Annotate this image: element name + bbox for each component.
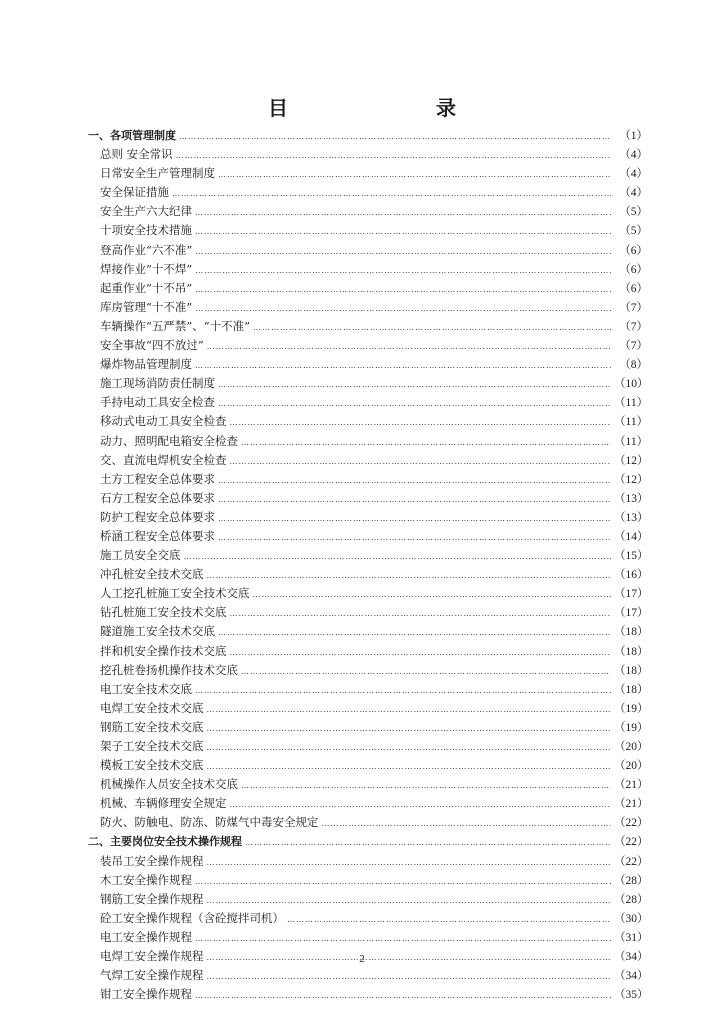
toc-entry[interactable]: [88, 202, 648, 221]
toc-entry-page: （18）: [614, 626, 649, 639]
toc-leader-dots: [195, 356, 611, 375]
toc-leader-dots: [287, 910, 611, 929]
toc-entry-label: 石方工程安全总体要求: [100, 490, 215, 505]
toc-entry-page: （19）: [614, 702, 649, 715]
toc-entry-label: 安全生产六大纪律: [100, 204, 192, 219]
toc-entry-page: （34）: [614, 970, 649, 983]
toc-entry-label: 电工安全操作规程: [100, 929, 192, 944]
toc-entry-page: （6）: [619, 263, 648, 276]
toc-entry-label: 架子工安全技术交底: [100, 739, 204, 753]
toc-entry-page: （14）: [614, 530, 649, 543]
toc-entry-label: 日常安全生产管理制度: [100, 166, 215, 181]
toc-entry-label: 车辆操作“五严禁”、“十不准”: [100, 318, 251, 333]
toc-entry-label: 钢筋工安全操作规程: [100, 891, 204, 906]
toc-entry[interactable]: [88, 584, 648, 603]
toc-leader-dots: [195, 261, 611, 280]
toc-entry-label: 冲孔桩安全技术交底: [100, 567, 204, 582]
toc-entry-label: 电焊工安全操作规程: [100, 949, 204, 964]
toc-leader-dots: [207, 891, 612, 910]
toc-leader-dots: [207, 719, 612, 738]
toc-leader-dots: [207, 566, 612, 585]
toc-entry-page: （11）: [614, 435, 649, 448]
toc-leader-dots: [207, 738, 612, 757]
toc-entry-label: 手持电动工具安全检查: [100, 395, 215, 410]
toc-entry-page: （11）: [614, 416, 649, 429]
toc-entry-label: 防火、防触电、防冻、防煤气中毒安全规定: [100, 815, 319, 830]
toc-entry-label: 砼工安全操作规程（含砼搅拌司机）: [100, 910, 284, 925]
toc-entry[interactable]: [88, 336, 648, 355]
toc-entry-page: （28）: [614, 893, 649, 906]
toc-leader-dots: [195, 986, 611, 1005]
toc-entry-page: （15）: [614, 550, 649, 563]
toc-entry-label: 人工挖孔桩施工安全技术交底: [100, 586, 250, 601]
toc-entry[interactable]: [88, 221, 648, 240]
toc-entry[interactable]: [88, 622, 648, 641]
toc-leader-dots: [241, 662, 611, 681]
toc-leader-dots: [218, 509, 611, 528]
toc-entry-page: （12）: [614, 454, 649, 467]
toc-entry-label: 防护工程安全总体要求: [100, 509, 215, 524]
toc-entry[interactable]: [88, 470, 648, 489]
toc-entry[interactable]: [88, 661, 648, 680]
toc-entry[interactable]: [88, 890, 648, 909]
toc-entry[interactable]: [88, 164, 648, 183]
toc-entry-page: （17）: [614, 607, 649, 620]
toc-entry-label: 安全保证措施: [100, 185, 169, 200]
toc-entry[interactable]: [88, 279, 648, 298]
toc-leader-dots: [218, 623, 611, 642]
toc-entry[interactable]: [88, 603, 648, 622]
toc-entry-page: （17）: [614, 588, 649, 601]
toc-entry-page: （16）: [614, 569, 649, 582]
toc-entry-page: （4）: [619, 149, 648, 162]
toc-entry[interactable]: [88, 374, 648, 393]
toc-entry-label: 施工员安全交底: [100, 548, 181, 563]
toc-entry-page: （22）: [614, 817, 649, 830]
toc-entry-page: （11）: [614, 397, 649, 410]
toc-leader-dots: [195, 681, 611, 700]
toc-entry-label: 总则 安全常识: [100, 147, 173, 162]
toc-entry[interactable]: [88, 393, 648, 412]
toc-entry-page: （7）: [619, 320, 648, 333]
toc-entry-label: 拌和机安全操作技术交底: [100, 643, 227, 658]
toc-entry-page: （5）: [619, 206, 648, 219]
toc-entry-label: 隧道施工安全技术交底: [100, 624, 215, 639]
toc-entry[interactable]: [88, 775, 648, 794]
toc-entry[interactable]: [88, 260, 648, 279]
toc-entry[interactable]: [88, 718, 648, 737]
toc-leader-dots: [207, 700, 612, 719]
toc-leader-dots: [195, 280, 611, 299]
toc-entry-page: （22）: [614, 855, 649, 868]
toc-entry-page: （10）: [614, 378, 649, 391]
page-title: 目 录: [268, 96, 492, 120]
toc-leader-dots: [172, 184, 611, 203]
toc-entry-label: 桥涵工程安全总体要求: [100, 528, 215, 543]
toc-entry-label: 交、直流电焊机安全检查: [100, 452, 227, 467]
toc-entry[interactable]: [88, 298, 648, 317]
toc-entry-page: （19）: [614, 721, 649, 734]
toc-entry-label: 一、各项管理制度: [88, 129, 176, 142]
toc-entry-label: 木工安全操作规程: [100, 872, 192, 887]
toc-entry-label: 土方工程安全总体要求: [100, 471, 215, 486]
toc-entry-label: 电焊工安全技术交底: [100, 700, 204, 715]
toc-leader-dots: [218, 528, 611, 547]
toc-entry-label: 机械操作人员安全技术交底: [100, 777, 238, 792]
toc-leader-dots: [207, 853, 612, 872]
toc-leader-dots: [230, 604, 612, 623]
toc-entry[interactable]: [88, 813, 648, 832]
toc-entry-page: （12）: [614, 473, 649, 486]
toc-leader-dots: [245, 833, 611, 852]
toc-entry-page: （20）: [614, 741, 649, 753]
toc-entry-page: （8）: [619, 359, 648, 372]
toc-section-entry[interactable]: [88, 126, 648, 145]
toc-entry-page: （4）: [619, 168, 648, 181]
toc-entry[interactable]: [88, 928, 648, 947]
toc-entry[interactable]: [88, 432, 648, 451]
toc-leader-dots: [218, 165, 611, 184]
toc-entry-label: 施工现场消防责任制度: [100, 376, 215, 391]
toc-leader-dots: [230, 452, 612, 471]
toc-entry[interactable]: [88, 642, 648, 661]
toc-entry-page: （1）: [619, 130, 648, 142]
toc-entry-label: 挖孔桩卷扬机操作技术交底: [100, 662, 238, 677]
toc-entry-label: 十项安全技术措施: [100, 223, 192, 238]
toc-entry[interactable]: [88, 966, 648, 985]
toc-entry-page: （22）: [614, 836, 649, 849]
toc-entry[interactable]: [88, 909, 648, 928]
toc-entry-label: 模板工安全技术交底: [100, 758, 204, 773]
toc-entry[interactable]: [88, 546, 648, 565]
toc-entry-label: 登高作业“六不准”: [100, 242, 193, 257]
toc-entry-page: （28）: [614, 874, 649, 887]
toc-entry-label: 安全事故“四不放过”: [100, 338, 204, 353]
toc-entry-label: 焊接作业“十不焊”: [100, 261, 193, 276]
toc-leader-dots: [207, 337, 611, 356]
toc-entry-page: （4）: [619, 187, 648, 200]
toc-entry-page: （18）: [614, 645, 649, 658]
toc-leader-dots: [253, 318, 611, 337]
toc-entry-page: （6）: [619, 244, 648, 257]
toc-entry-label: 二、主要岗位安全技术操作规程: [88, 835, 242, 849]
toc-entry-page: （18）: [614, 664, 649, 677]
toc-entry[interactable]: [88, 145, 648, 164]
table-of-contents: [88, 126, 648, 1004]
toc-leader-dots: [195, 242, 611, 261]
toc-entry[interactable]: [88, 451, 648, 470]
toc-entry[interactable]: [88, 985, 648, 1004]
toc-entry-page: （13）: [614, 492, 649, 505]
toc-leader-dots: [253, 585, 612, 604]
toc-entry-page: （5）: [619, 225, 648, 238]
toc-entry-label: 装吊工安全操作规程: [100, 853, 204, 868]
toc-entry-page: （18）: [614, 683, 649, 696]
page-number: 2: [359, 953, 365, 965]
toc-leader-dots: [195, 203, 611, 222]
toc-entry[interactable]: [88, 355, 648, 374]
toc-entry[interactable]: [88, 508, 648, 527]
toc-entry-page: （7）: [619, 301, 648, 314]
toc-entry[interactable]: [88, 412, 648, 431]
toc-entry-page: （21）: [614, 779, 649, 792]
toc-leader-dots: [218, 394, 611, 413]
toc-entry[interactable]: [88, 794, 648, 813]
toc-entry-label: 移动式电动工具安全检查: [100, 414, 227, 429]
toc-section-entry[interactable]: [88, 832, 648, 851]
toc-entry-page: （6）: [619, 282, 648, 295]
toc-leader-dots: [195, 872, 611, 891]
toc-entry-page: （30）: [614, 912, 649, 925]
toc-leader-dots: [241, 433, 611, 452]
toc-leader-dots: [176, 146, 611, 165]
toc-entry[interactable]: [88, 680, 648, 699]
toc-leader-dots: [195, 222, 611, 241]
toc-entry-label: 爆炸物品管理制度: [100, 357, 192, 372]
toc-leader-dots: [207, 757, 612, 776]
toc-entry-page: （7）: [619, 340, 648, 353]
toc-entry[interactable]: [88, 317, 648, 336]
toc-entry-label: 钢筋工安全技术交底: [100, 719, 204, 734]
toc-entry-label: 气焊工安全操作规程: [100, 968, 204, 983]
toc-entry[interactable]: [88, 183, 648, 202]
toc-entry[interactable]: [88, 489, 648, 508]
toc-entry[interactable]: [88, 527, 648, 546]
toc-entry[interactable]: [88, 737, 648, 756]
toc-entry-label: 电工安全技术交底: [100, 681, 192, 696]
toc-leader-dots: [230, 795, 612, 814]
toc-leader-dots: [322, 814, 612, 833]
toc-leader-dots: [218, 490, 611, 509]
toc-entry[interactable]: [88, 699, 648, 718]
toc-entry-label: 钻孔桩施工安全技术交底: [100, 605, 227, 620]
toc-entry[interactable]: [88, 565, 648, 584]
toc-entry-label: 钳工安全操作规程: [100, 987, 192, 1002]
toc-leader-dots: [241, 776, 611, 795]
toc-leader-dots: [218, 375, 611, 394]
toc-leader-dots: [218, 471, 611, 490]
toc-entry-label: 起重作业“十不吊”: [100, 280, 193, 295]
toc-leader-dots: [207, 967, 612, 986]
toc-leader-dots: [230, 643, 612, 662]
toc-entry[interactable]: [88, 756, 648, 775]
toc-entry-label: 动力、照明配电箱安全检查: [100, 433, 238, 448]
toc-entry[interactable]: [88, 241, 648, 260]
toc-leader-dots: [179, 127, 611, 146]
toc-entry-page: （31）: [614, 931, 649, 944]
toc-entry-label: 库房管理“十不准”: [100, 299, 193, 314]
toc-entry-page: （35）: [614, 989, 649, 1002]
toc-leader-dots: [184, 547, 612, 566]
toc-entry[interactable]: [88, 871, 648, 890]
toc-leader-dots: [195, 929, 611, 948]
toc-entry-page: （21）: [614, 798, 649, 811]
toc-entry[interactable]: [88, 852, 648, 871]
toc-entry-page: （34）: [614, 951, 649, 964]
toc-entry-label: 机械、车辆修理安全规定: [100, 796, 227, 811]
toc-entry-page: （13）: [614, 511, 649, 524]
toc-entry-page: （20）: [614, 760, 649, 773]
toc-leader-dots: [230, 413, 612, 432]
toc-leader-dots: [195, 299, 611, 318]
